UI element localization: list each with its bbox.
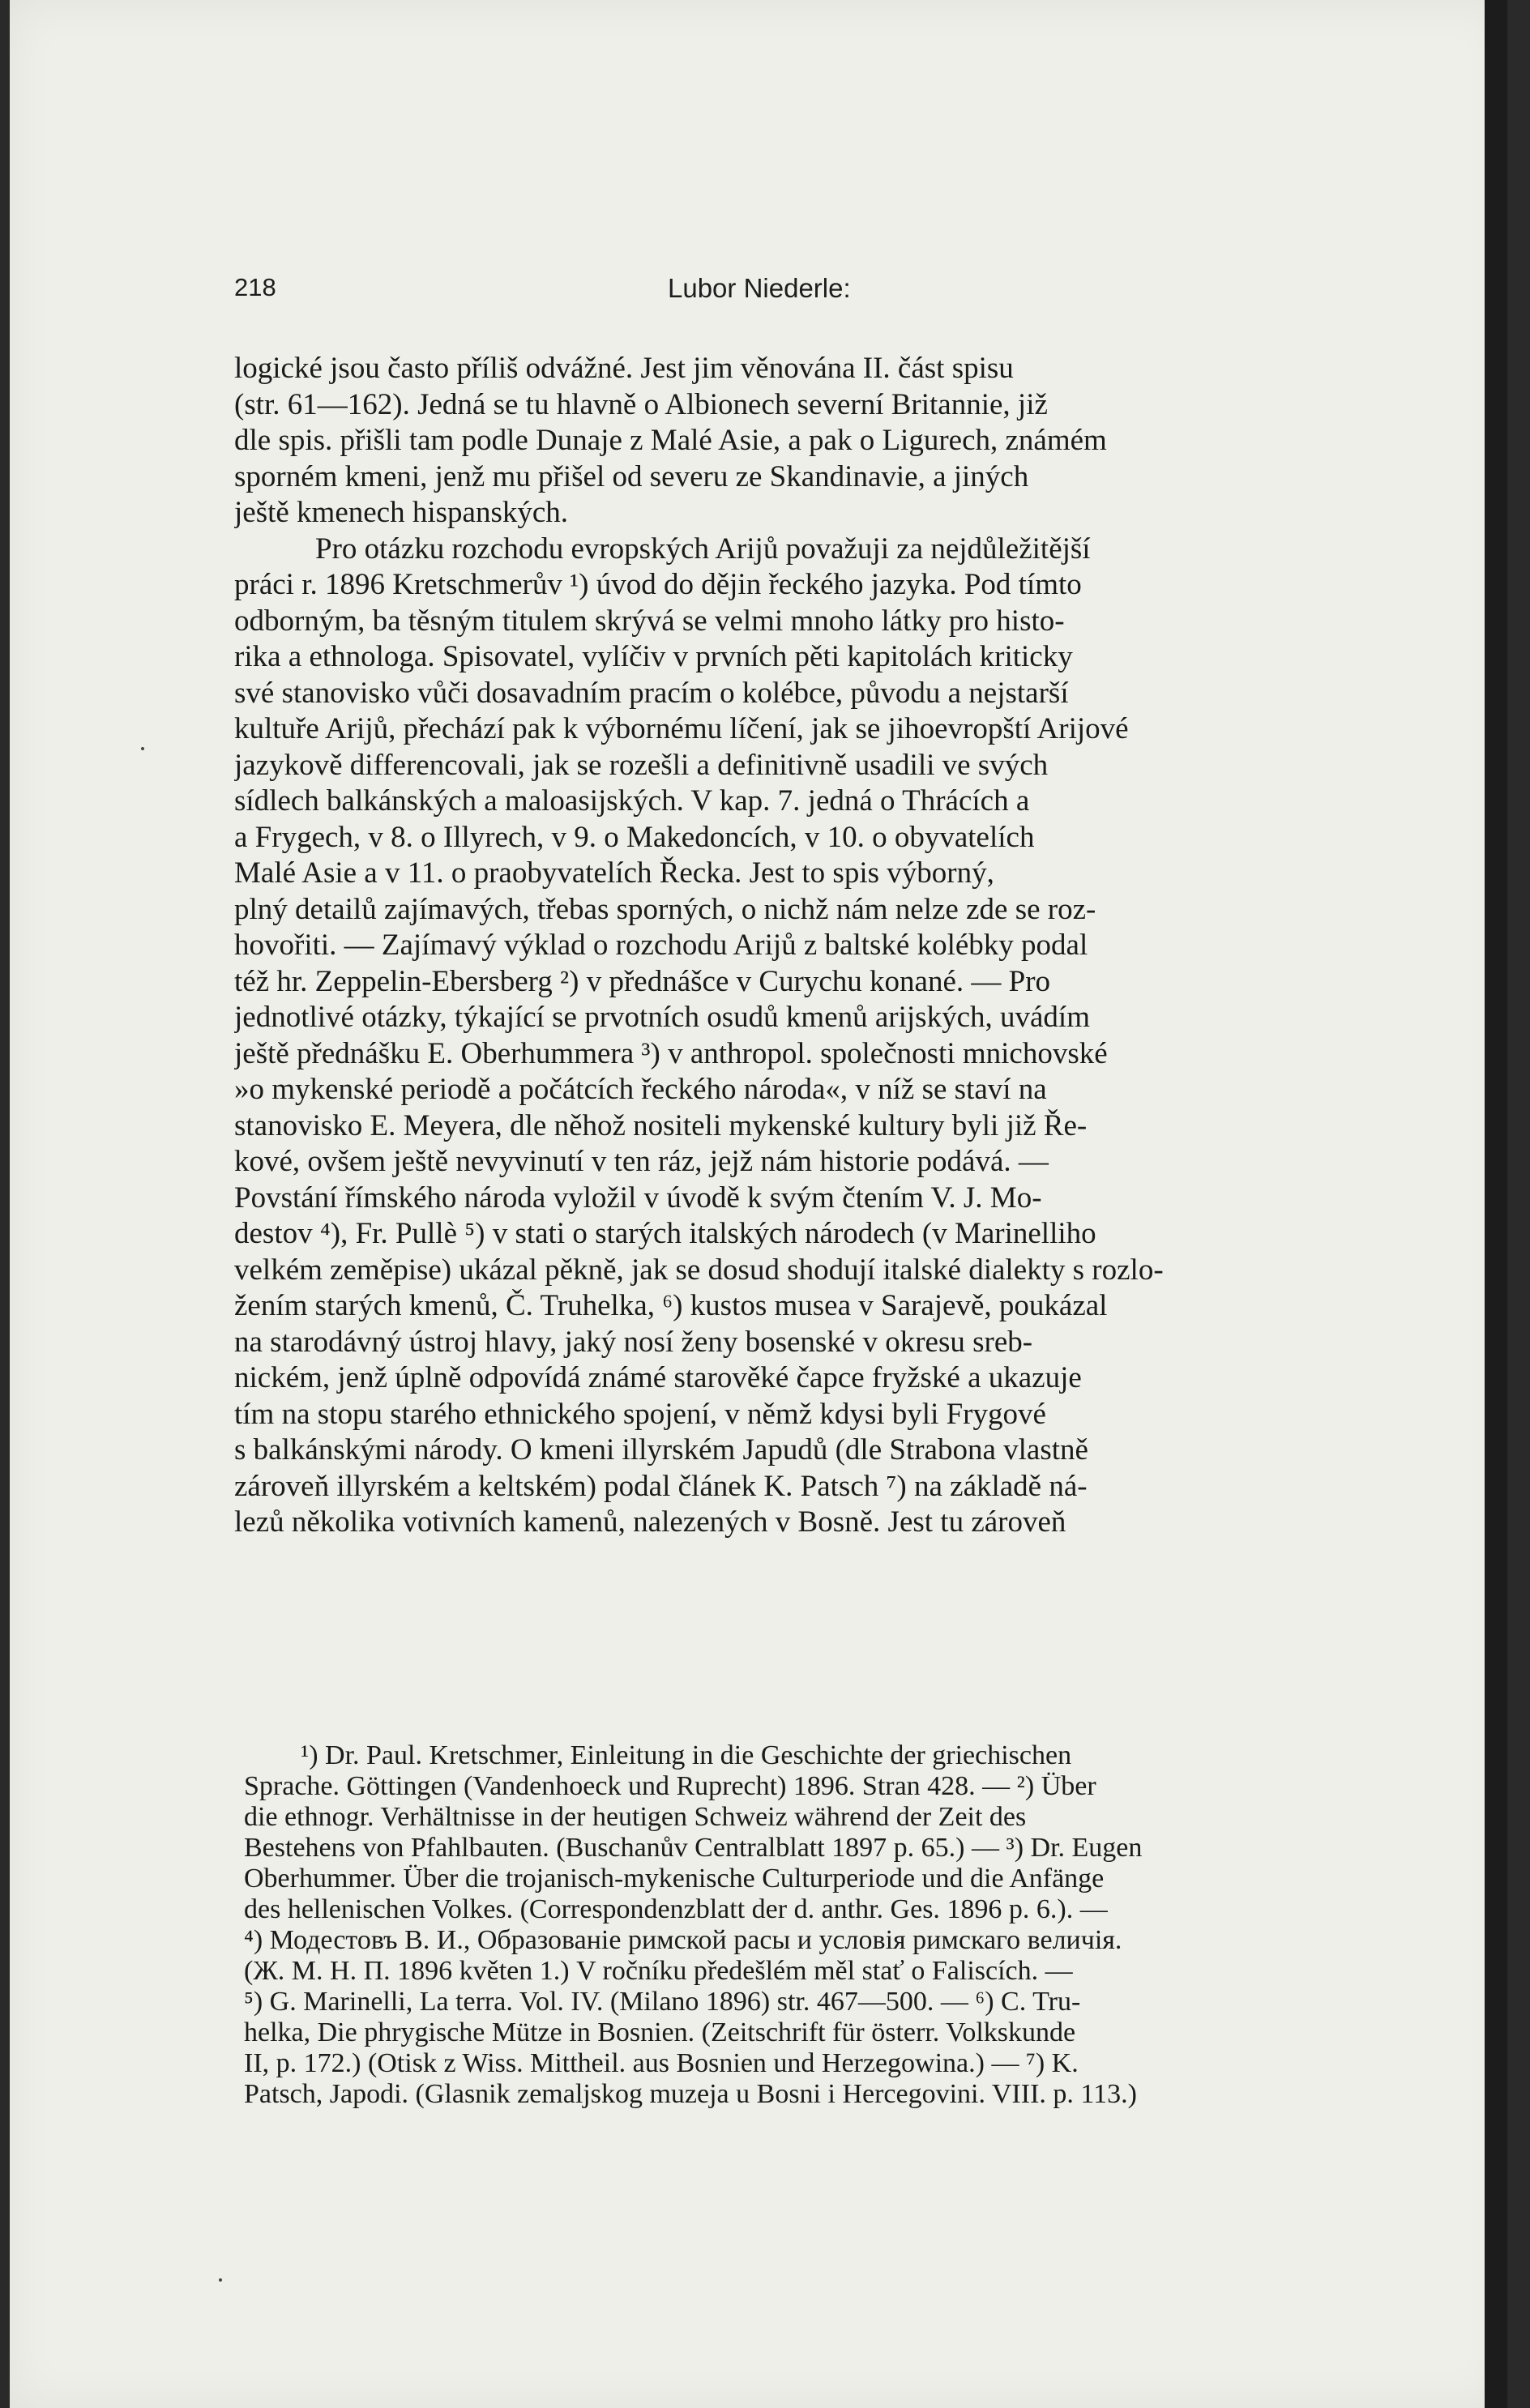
text-line: rika a ethnologa. Spisovatel, vylíčiv v prvních pěti kapitolách kriticky	[234, 640, 1073, 673]
text-line: logické jsou často příliš odvážné. Jest jim věnována II. část spisu	[234, 352, 1014, 385]
footnote-line: Sprache. Göttingen (Vandenhoeck und Ruprecht) 1896. Stran 428. — ²) Über	[244, 1771, 1096, 1801]
text-line: jednotlivé otázky, týkající se prvotních osudů kmenů arijských, uvádím	[234, 1001, 1090, 1034]
text-line: »o mykenské periodě a počátcích řeckého národa«, v níž se staví na	[234, 1073, 1047, 1106]
text-line: jazykově differencovali, jak se rozešli a definitivně usadili ve svých	[234, 748, 1049, 782]
running-head: Lubor Niederle:	[668, 273, 851, 303]
footnote-line: des hellenischen Volkes. (Correspondenzblatt der d. anthr. Ges. 1896 p. 6.). —	[244, 1894, 1108, 1924]
text-line: ještě kmenech hispanských.	[234, 496, 569, 529]
main-text	[234, 351, 1382, 1541]
text-line: Povstání římského národa vyložil v úvodě k svým čtením V. J. Mo-	[234, 1181, 1042, 1215]
footnote-line: die ethnogr. Verhältnisse in der heutigen Schweiz während der Zeit des	[244, 1802, 1027, 1832]
footnote-line: Patsch, Japodi. (Glasnik zemaljskog muzeja u Bosni i Hercegovini. VIII. p. 113.)	[244, 2079, 1137, 2109]
text-line: hovořiti. — Zajímavý výklad o rozchodu Arijů z baltské kolébky podal	[234, 929, 1088, 962]
text-line: práci r. 1896 Kretschmerův ¹) úvod do dějin řeckého jazyka. Pod tímto	[234, 568, 1082, 601]
footnotes	[244, 1740, 1382, 2110]
footnote-line: Oberhummer. Über die trojanisch-mykenische Culturperiode und die Anfänge	[244, 1864, 1105, 1894]
scan-speck	[141, 747, 144, 750]
text-line: destov ⁴), Fr. Pullè ⁵) v stati o starých italských národech (v Marinelliho	[234, 1217, 1096, 1250]
text-line: plný detailů zajímavých, třebas sporných, o nichž nám nelze zde se roz-	[234, 892, 1096, 926]
text-line: sídlech balkánských a maloasijských. V kap. 7. jedná o Thrácích a	[234, 784, 1030, 818]
text-line: sporném kmeni, jenž mu přišel od severu ze Skandinavie, a jiných	[234, 459, 1029, 493]
text-line: Malé Asie a v 11. o praobyvatelích Řecka. Jest to spis výborný,	[234, 856, 994, 890]
text-line: s balkánskými národy. O kmeni illyrském Japudů (dle Strabona vlastně	[234, 1433, 1088, 1467]
footnote-line: (Ж. М. Н. П. 1896 květen 1.) V ročníku předešlém měl stať o Faliscích. —	[244, 1956, 1073, 1986]
footnote-line: ¹) Dr. Paul. Kretschmer, Einleitung in die Geschichte der griechischen	[301, 1740, 1072, 1770]
scan-edge-shadow	[1485, 0, 1507, 2408]
text-line: kové, ovšem ještě nevyvinutí v ten ráz, jejž nám historie podává. —	[234, 1145, 1049, 1178]
text-line: dle spis. přišli tam podle Dunaje z Malé Asie, a pak o Ligurech, známém	[234, 424, 1107, 457]
footnote-line: Bestehens von Pfahlbauten. (Buschanův Centralblatt 1897 p. 65.) — ³) Dr. Eugen	[244, 1833, 1143, 1863]
text-line: na starodávný ústroj hlavy, jaký nosí ženy bosenské v okresu sreb-	[234, 1325, 1033, 1359]
scanned-page	[10, 0, 1507, 2408]
footnote-line: ⁴) Модестовъ В. И., Образованіе римской расы и условія римскаго величія.	[244, 1925, 1122, 1955]
text-line: zároveň illyrském a keltském) podal článek K. Patsch ⁷) na základě ná-	[234, 1469, 1088, 1503]
text-line: kultuře Arijů, přechází pak k výbornému líčení, jak se jihoevropští Arijové	[234, 712, 1129, 745]
text-line: též hr. Zeppelin-Ebersberg ²) v přednášce v Curychu konané. — Pro	[234, 964, 1051, 998]
text-line: velkém zeměpise) ukázal pěkně, jak se dosud shodují italské dialekty s rozlo-	[234, 1253, 1164, 1287]
text-line: odborným, ba těsným titulem skrývá se velmi mnoho látky pro histo-	[234, 604, 1065, 638]
footnote-line: helka, Die phrygische Mütze in Bosnien. (Zeitschrift für österr. Volkskunde	[244, 2017, 1076, 2047]
text-line: ještě přednášku E. Oberhummera ³) v anthropol. společnosti mnichovské	[234, 1036, 1108, 1070]
text-line: stanovisko E. Meyera, dle něhož nositeli mykenské kultury byli již Ře-	[234, 1108, 1088, 1142]
page-header	[234, 273, 1382, 314]
text-line: Pro otázku rozchodu evropských Arijů považuji za nejdůležitější	[315, 532, 1091, 566]
text-line: tím na stopu starého ethnického spojení, v němž kdysi byli Frygové	[234, 1397, 1046, 1431]
text-line: a Frygech, v 8. o Illyrech, v 9. o Makedoncích, v 10. o obyvatelích	[234, 820, 1035, 854]
scan-speck	[219, 2278, 222, 2282]
footnote-line: ⁵) G. Marinelli, La terra. Vol. IV. (Milano 1896) str. 467—500. — ⁶) C. Tru-	[244, 1987, 1081, 2017]
page-number: 218	[234, 273, 276, 301]
text-line: své stanovisko vůči dosavadním pracím o kolébce, původu a nejstarší	[234, 676, 1069, 710]
footnote-line: II, p. 172.) (Otisk z Wiss. Mittheil. aus Bosnien und Herzegowina.) — ⁷) K.	[244, 2048, 1079, 2078]
text-line: lezů několika votivních kamenů, nalezených v Bosně. Jest tu zároveň	[234, 1505, 1066, 1539]
text-line: (str. 61—162). Jedná se tu hlavně o Albionech severní Britannie, již	[234, 387, 1048, 421]
text-line: žením starých kmenů, Č. Truhelka, ⁶) kustos musea v Sarajevě, poukázal	[234, 1289, 1108, 1322]
text-line: nickém, jenž úplně odpovídá známé starověké čapce fryžské a ukazuje	[234, 1361, 1082, 1394]
